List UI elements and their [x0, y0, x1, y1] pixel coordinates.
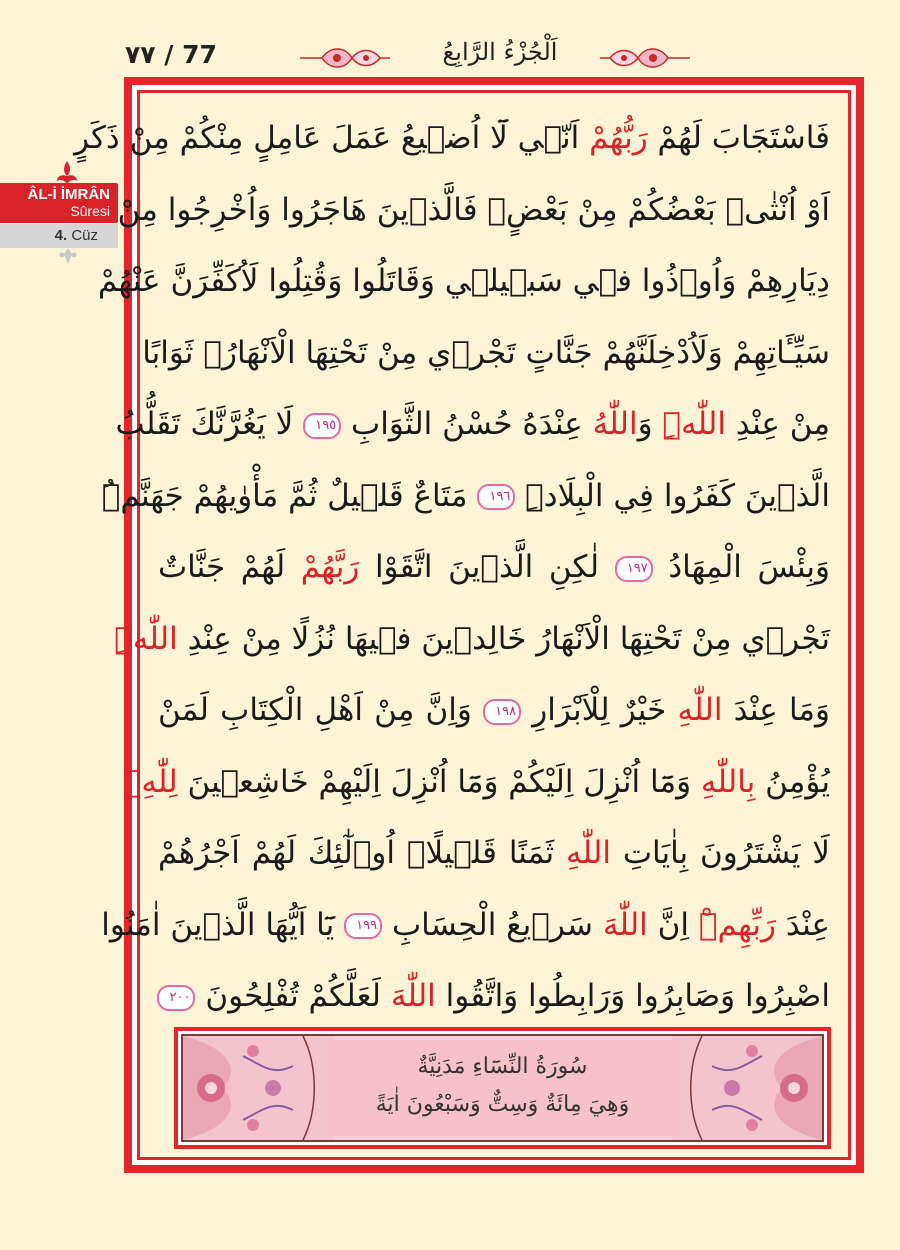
verse-text-segment: ۜ وَ	[637, 406, 663, 442]
divine-name: بِاللّٰهِ	[700, 763, 756, 800]
verse-text-segment: ۜ اِنَّ	[647, 906, 699, 943]
verse-text-segment: وَاِنَّ مِنْ اَهْلِ الْكِتَابِ لَمَنْ	[158, 692, 484, 728]
verse-text-segment: لَا يَغُرَّنَّكَ تَقَلُّبُ	[115, 406, 304, 442]
verse-text-segment: لٰكِنِ الَّذ۪ينَ اتَّقَوْا	[359, 549, 615, 585]
verse-text-segment: ثَمَنًا قَل۪يلًاۜ اُو۬لٰٓئِكَ لَهُمْ اَجْرُهُمْ	[158, 835, 567, 871]
juz-title: اَلْجُزْءُ الرَّابِعُ	[442, 38, 558, 66]
verse-number-marker: ٢٠٠	[157, 985, 195, 1011]
verse-text-segment: مَتَاعٌ قَل۪يلٌ ثُمَّ مَأْوٰيهُمْ جَهَنَّمُۜ	[101, 477, 478, 514]
verse-line	[122, 747, 830, 819]
verse-line	[74, 103, 830, 175]
divine-name: لِلّٰهِ	[122, 763, 178, 800]
surah-name: ÂL-İ İMRÂN	[27, 186, 110, 203]
verse-text-segment: خَيْرٌ لِلْاَبْرَارِ	[521, 692, 678, 728]
verse-line	[158, 675, 830, 747]
surah-label: Sûresi	[70, 203, 110, 219]
verse-text-segment: مِنْ عِنْدِ	[725, 406, 830, 442]
verse-text-segment: اَنّ۪ي لَٓا اُض۪يعُ عَمَلَ عَامِلٍ مِنْكُمْ مِنْ ذَكَرٍ	[74, 120, 590, 156]
small-ornament-icon	[58, 248, 78, 264]
page-number: ٧٧ / 77	[125, 40, 217, 69]
verse-number-marker: ١٩٥	[303, 413, 341, 439]
verse-text-segment: سَيِّـَٔاتِهِمْ وَلَاُدْخِلَنَّهُمْ جَنَّاتٍ تَجْر۪ي مِنْ تَحْتِهَا الْاَنْهَارُۚ ثَوَابًا	[142, 334, 830, 371]
divine-name: اللّٰهُ	[592, 406, 638, 442]
divine-name: اللّٰهَ	[602, 906, 648, 943]
verse-text-segment: لَهُمْ جَنَّاتٌ	[158, 549, 301, 585]
surah-verse-count: وَهِيَ مِائَةٌ وَسِتٌّ وَسَبْعُونَ اٰيَةً	[375, 1092, 630, 1117]
verse-text-segment: لَعَلَّكُمْ تُفْلِحُونَ	[195, 978, 391, 1014]
divine-name: اللّٰهِ	[677, 692, 723, 728]
verse-text-segment: دِيَارِهِمْ وَاُو۫ذُوا ف۪ي سَب۪يل۪ي وَقَاتَلُوا وَقُتِلُوا لَاُكَفِّرَنَّ عَنْهُمْ	[97, 263, 830, 299]
verse-number-marker: ١٩٦	[477, 484, 515, 510]
verse-text-segment: يَٓا اَيُّهَا الَّذ۪ينَ اٰمَنُوا	[101, 906, 345, 943]
verse-text-segment: يُؤْمِنُ	[755, 763, 830, 800]
verse-text-segment: عِنْدَهُ حُسْنُ الثَّوَابِ	[341, 406, 593, 442]
verse-number-marker: ١٩٧	[615, 556, 653, 582]
verse-line	[97, 246, 830, 318]
verse-text-segment: سَر۪يعُ الْحِسَابِ	[382, 906, 603, 943]
verse-text-segment: وَمَا عِنْدَ	[722, 692, 830, 728]
verse-line	[114, 604, 830, 676]
divine-name: اللّٰهِ	[566, 835, 611, 871]
divine-name: رَبُّهُمْ	[589, 120, 648, 156]
juz-label: Cüz	[71, 227, 98, 244]
verse-line	[142, 318, 830, 390]
verse-line	[101, 461, 830, 533]
header-ornament-left-icon	[300, 44, 390, 72]
juz-badge	[0, 224, 118, 248]
verse-text-segment: فَاسْتَجَابَ لَهُمْ	[647, 120, 830, 156]
divine-name: رَبَّهُمْ	[300, 549, 360, 585]
verse-line	[158, 961, 830, 1033]
surah-header-box	[174, 1027, 831, 1149]
divine-name: اللّٰهَ	[390, 978, 436, 1014]
verse-line	[158, 818, 830, 890]
verse-text-segment: تَجْر۪ي مِنْ تَحْتِهَا الْاَنْهَارُ خَالِد۪ينَ ف۪يهَا نُزُلًا مِنْ عِنْدِ	[177, 620, 830, 657]
verse-number-marker: ١٩٩	[344, 913, 382, 939]
verse-text-segment: وَمَٓا اُنْزِلَ اِلَيْكُمْ وَمَٓا اُنْزِلَ اِلَيْهِمْ خَاشِع۪ينَ	[177, 763, 701, 800]
verse-number-marker: ١٩٨	[483, 699, 521, 725]
divine-name: رَبِّهِمْ	[698, 906, 777, 943]
verse-line	[115, 389, 830, 461]
floral-ornament-right-icon	[672, 1036, 822, 1140]
verse-text-segment: وَبِئْسَ الْمِهَادُ	[652, 549, 830, 585]
surah-name-badge	[0, 183, 118, 223]
divine-name: اللّٰهِ	[662, 406, 726, 442]
floral-ornament-left-icon	[183, 1036, 333, 1140]
verse-line	[101, 890, 830, 962]
surah-title: سُورَةُ النِّسَٓاءِ مَدَنِيَّةٌ	[417, 1054, 588, 1079]
divine-name: اللّٰهِ	[114, 620, 178, 657]
juz-number: 4.	[54, 227, 68, 244]
verse-text-segment: عِنْدَ	[776, 906, 830, 943]
verse-text-segment: الَّذ۪ينَ كَفَرُوا فِي الْبِلَادِۜ	[515, 477, 830, 514]
verse-text-segment: لَا يَشْتَرُونَ بِاٰيَاتِ	[610, 835, 830, 871]
header-ornament-right-icon	[600, 44, 690, 72]
verse-line	[158, 532, 830, 604]
verse-text-segment: اصْبِرُوا وَصَابِرُوا وَرَابِطُوا وَاتَّقُوا	[435, 978, 830, 1014]
surah-title-panel	[323, 1040, 682, 1136]
verse-text-segment: اَوْ اُنْثٰىۚ بَعْضُكُمْ مِنْ بَعْضٍۚ فَالَّذ۪ينَ هَاجَرُوا وَاُخْرِجُوا مِنْ	[117, 191, 830, 228]
verse-line	[117, 175, 830, 247]
